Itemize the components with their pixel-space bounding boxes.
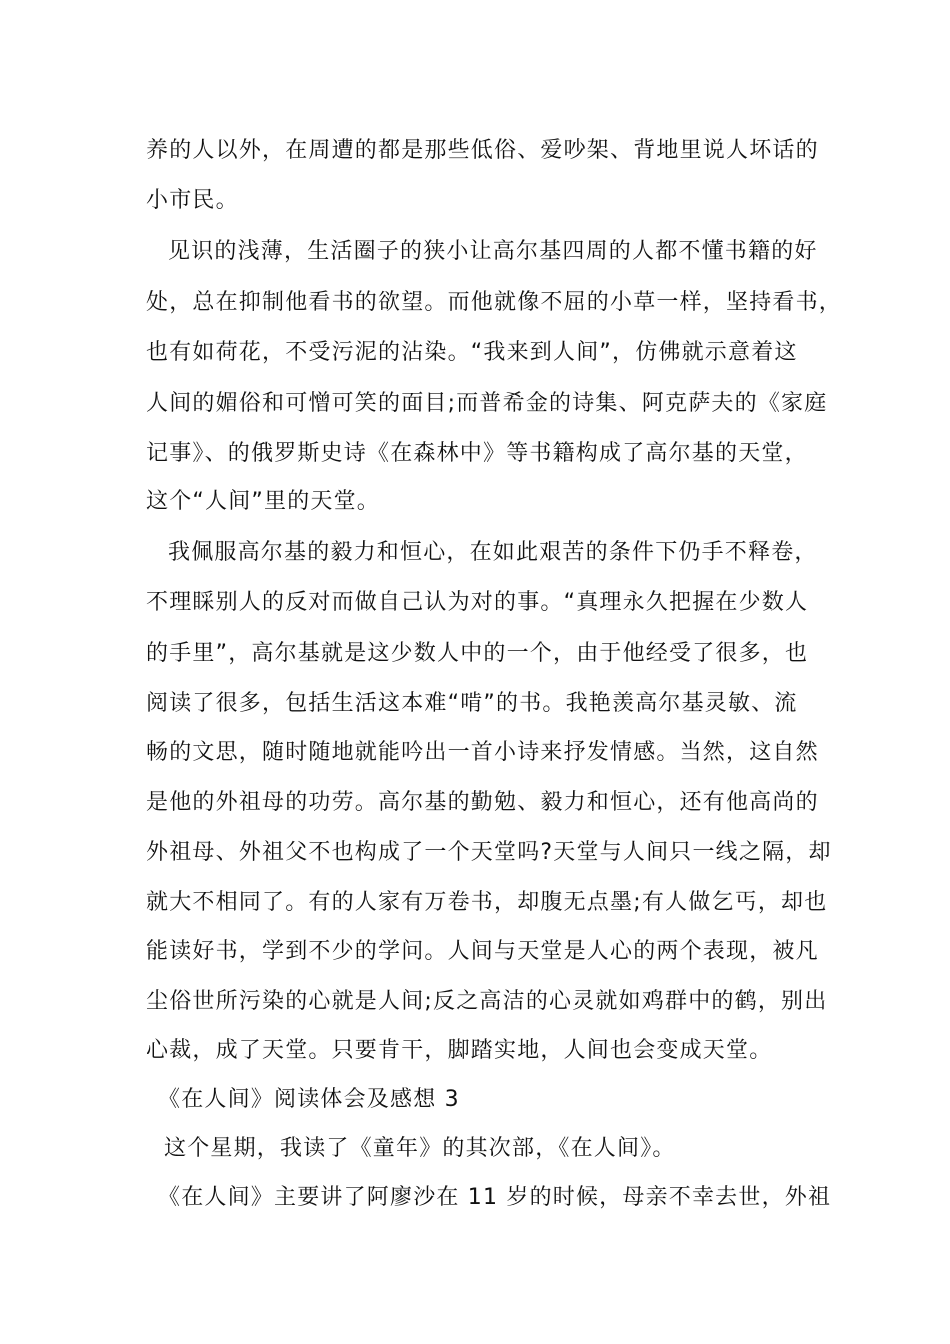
body-text-line: 不理睬别人的反对而做自己认为对的事。“真理永久把握在少数人 bbox=[146, 590, 809, 615]
body-text-line: 能读好书，学到不少的学问。人间与天堂是人心的两个表现，被凡 bbox=[146, 939, 819, 964]
body-text-line: 心裁，成了天堂。只要肯干，脚踏实地，人间也会变成天堂。 bbox=[146, 1038, 773, 1063]
body-text-line: 尘俗世所污染的心就是人间;反之高洁的心灵就如鸡群中的鹤，别出 bbox=[146, 989, 828, 1014]
body-text-line: 养的人以外，在周遭的都是那些低俗、爱吵架、背地里说人坏话的 bbox=[146, 138, 819, 163]
paragraph-first-line: 这个星期，我读了《童年》的其次部，《在人间》。 bbox=[164, 1136, 676, 1161]
body-text-line: 阅读了很多，包括生活这本难“啃”的书。我艳羡高尔基灵敏、流 bbox=[146, 691, 798, 716]
body-text-line: 记事》、的俄罗斯史诗《在森林中》等书籍构成了高尔基的天堂， bbox=[146, 441, 808, 466]
body-text-line: 是他的外祖母的功劳。高尔基的勤勉、毅力和恒心，还有他高尚的 bbox=[146, 790, 819, 815]
body-text-line: 就大不相同了。有的人家有万卷书，却腹无点墨;有人做乞丐，却也 bbox=[146, 890, 828, 915]
body-text-line: 这个“人间”里的天堂。 bbox=[146, 489, 380, 514]
paragraph-first-line: 见识的浅薄，生活圈子的狭小让高尔基四周的人都不懂书籍的好 bbox=[168, 239, 818, 264]
body-text-line: 人间的媚俗和可憎可笑的面目;而普希金的诗集、阿克萨夫的《家庭 bbox=[146, 391, 828, 416]
body-text-line: 畅的文思，随时随地就能吟出一首小诗来抒发情感。当然，这自然 bbox=[146, 740, 819, 765]
body-text-line: 小市民。 bbox=[146, 188, 239, 213]
body-text-line: 的手里”，高尔基就是这少数人中的一个，由于他经受了很多，也 bbox=[146, 641, 809, 666]
body-text-line: 外祖母、外祖父不也构成了一个天堂吗?天堂与人间只一线之隔，却 bbox=[146, 840, 832, 865]
body-text-line: 也有如荷花，不受污泥的沾染。“我来到人间”，仿佛就示意着这 bbox=[146, 340, 798, 365]
paragraph-first-line: 我佩服高尔基的毅力和恒心，在如此艰苦的条件下仍手不释卷， bbox=[168, 540, 818, 565]
paragraph-first-line: 《在人间》主要讲了阿廖沙在 11 岁的时候，母亲不幸去世，外祖 bbox=[158, 1185, 832, 1210]
section-heading: 《在人间》阅读体会及感想 3 bbox=[158, 1087, 460, 1112]
body-text-line: 处，总在抑制他看书的欲望。而他就像不屈的小草一样，坚持看书， bbox=[146, 290, 843, 315]
